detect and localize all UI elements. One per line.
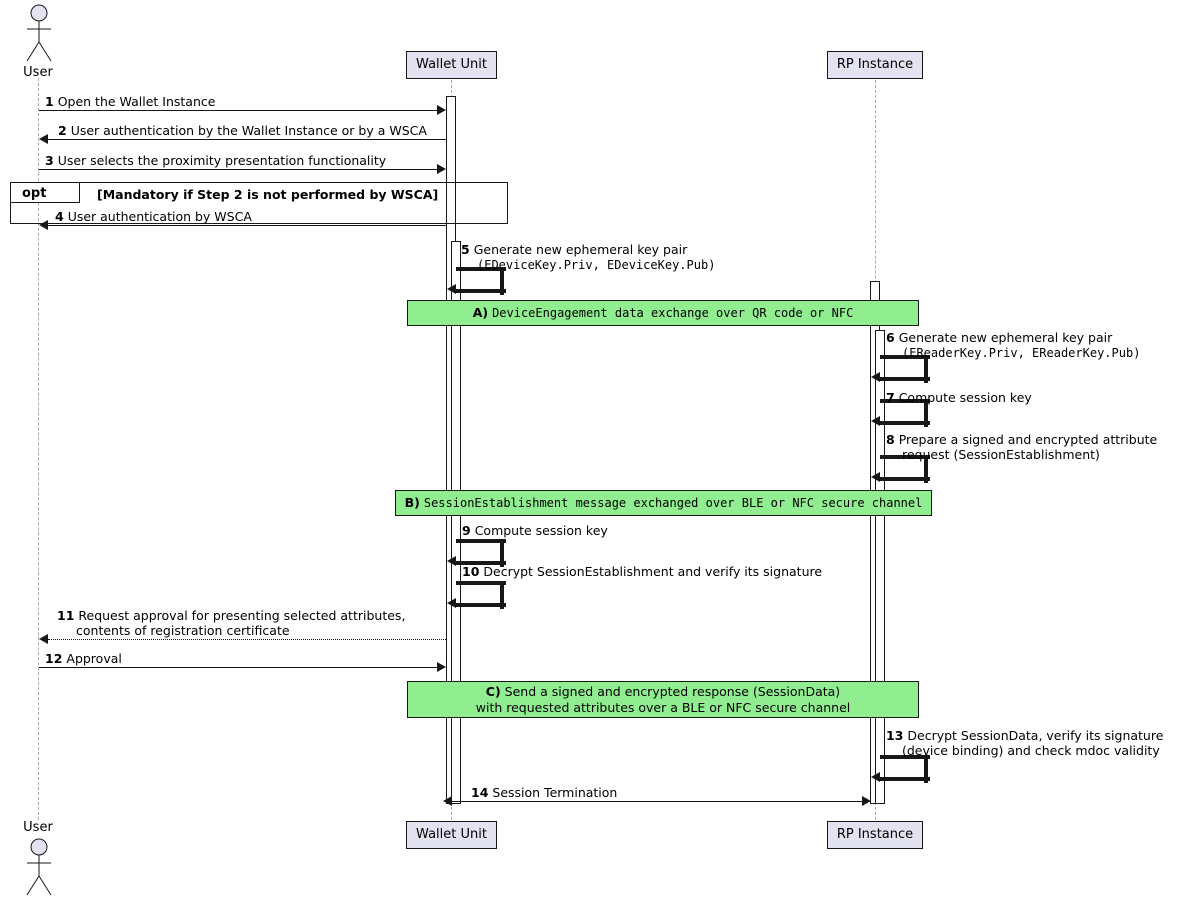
message-arrow-14 xyxy=(862,796,871,806)
message-text-1: Open the Wallet Instance xyxy=(57,94,216,109)
message-label-9 xyxy=(462,524,608,538)
message-label-12 xyxy=(45,652,122,666)
participant-label-user-top: User xyxy=(23,65,53,80)
participant-rp-instance-bottom: RP Instance xyxy=(827,821,923,849)
message-text-8-line2: request (SessionEstablishment) xyxy=(902,447,1100,462)
message-num-14: 14 xyxy=(471,785,489,800)
message-label-8-line2 xyxy=(902,448,1100,462)
message-arrow-2 xyxy=(39,134,48,144)
message-label-11-line2: contents of registration certificate xyxy=(76,623,290,638)
message-line-11 xyxy=(48,639,446,640)
message-num-4: 4 xyxy=(55,209,64,224)
message-num-9: 9 xyxy=(462,523,471,538)
message-label-8 xyxy=(886,433,1157,447)
message-line-3 xyxy=(39,169,441,170)
message-text-9: Compute session key xyxy=(474,523,608,538)
message-label-3 xyxy=(45,154,386,168)
message-text-7: Compute session key xyxy=(898,390,1032,405)
message-num-2: 2 xyxy=(58,123,67,138)
message-arrow-14-left xyxy=(443,796,452,806)
note-a-text: DeviceEngagement data exchange over QR code or NFC xyxy=(492,306,854,320)
message-label-7 xyxy=(886,391,1032,405)
message-label-14 xyxy=(471,786,617,800)
message-label-5-line2: (EDeviceKey.Priv, EDeviceKey.Pub) xyxy=(477,258,716,272)
actor-user-bottom xyxy=(22,838,56,898)
note-a xyxy=(407,300,919,326)
note-b-text: SessionEstablishment message exchanged over BLE or NFC secure channel xyxy=(423,496,923,510)
message-label-2 xyxy=(58,124,427,138)
message-label-13-line2: (device binding) and check mdoc validity xyxy=(902,743,1160,758)
message-text-5: Generate new ephemeral key pair xyxy=(473,242,688,257)
message-self-10 xyxy=(456,581,500,605)
message-text-4: User authentication by WSCA xyxy=(67,209,252,224)
message-arrow-12 xyxy=(437,662,446,672)
message-num-10: 10 xyxy=(462,564,480,579)
message-text-13: Decrypt SessionData, verify its signature xyxy=(907,728,1164,743)
note-b xyxy=(395,490,932,516)
message-num-8: 8 xyxy=(886,432,895,447)
note-c-text-line2: with requested attributes over a BLE or NFC secure channel xyxy=(475,699,851,715)
fragment-opt-operator: opt xyxy=(22,186,47,201)
message-text-3: User selects the proximity presentation functionality xyxy=(57,153,387,168)
message-label-6-line2: (EReaderKey.Priv, EReaderKey.Pub) xyxy=(902,346,1141,360)
message-num-13: 13 xyxy=(886,728,904,743)
message-label-4 xyxy=(55,210,252,224)
message-line-2 xyxy=(48,139,446,140)
message-line-4 xyxy=(48,225,446,226)
message-num-1: 1 xyxy=(45,94,54,109)
message-self-13 xyxy=(880,755,924,779)
message-self-9 xyxy=(456,539,500,563)
participant-wallet-unit-bottom: Wallet Unit xyxy=(406,821,497,849)
message-label-13 xyxy=(886,729,1163,743)
message-line-14 xyxy=(452,801,866,802)
fragment-opt-condition: [Mandatory if Step 2 is not performed by WSCA] xyxy=(97,187,439,202)
message-text-12: Approval xyxy=(66,651,122,666)
message-label-6 xyxy=(886,331,1112,345)
message-text-8: Prepare a signed and encrypted attribute xyxy=(898,432,1158,447)
message-label-10 xyxy=(462,565,822,579)
note-a-label: A) xyxy=(472,305,489,320)
message-text-2: User authentication by the Wallet Instance or by a WSCA xyxy=(70,123,427,138)
message-arrow-1 xyxy=(437,105,446,115)
message-label-11 xyxy=(57,609,405,623)
message-line-12 xyxy=(39,667,441,668)
message-num-5: 5 xyxy=(461,242,470,257)
message-label-1 xyxy=(45,95,215,109)
message-arrow-4 xyxy=(39,220,48,230)
note-c-label: C) xyxy=(485,683,501,699)
participant-wallet-unit-top: Wallet Unit xyxy=(406,51,497,79)
note-c-text: Send a signed and encrypted response (SessionData) xyxy=(504,683,841,699)
note-b-label: B) xyxy=(404,495,420,510)
message-num-6: 6 xyxy=(886,330,895,345)
participant-rp-instance-top: RP Instance xyxy=(827,51,923,79)
message-text-10: Decrypt SessionEstablishment and verify its signature xyxy=(483,564,823,579)
message-num-11: 11 xyxy=(57,608,75,623)
message-num-3: 3 xyxy=(45,153,54,168)
message-text-14: Session Termination xyxy=(492,785,618,800)
note-c xyxy=(407,681,919,718)
participant-label-user-bottom: User xyxy=(23,820,53,835)
message-num-12: 12 xyxy=(45,651,63,666)
message-text-6: Generate new ephemeral key pair xyxy=(898,330,1113,345)
message-arrow-11 xyxy=(39,634,48,644)
message-line-1 xyxy=(39,110,441,111)
actor-user-top xyxy=(22,4,56,64)
message-label-5 xyxy=(461,243,687,257)
message-num-7: 7 xyxy=(886,390,895,405)
message-text-11: Request approval for presenting selected attributes, xyxy=(78,608,406,623)
message-arrow-3 xyxy=(437,164,446,174)
